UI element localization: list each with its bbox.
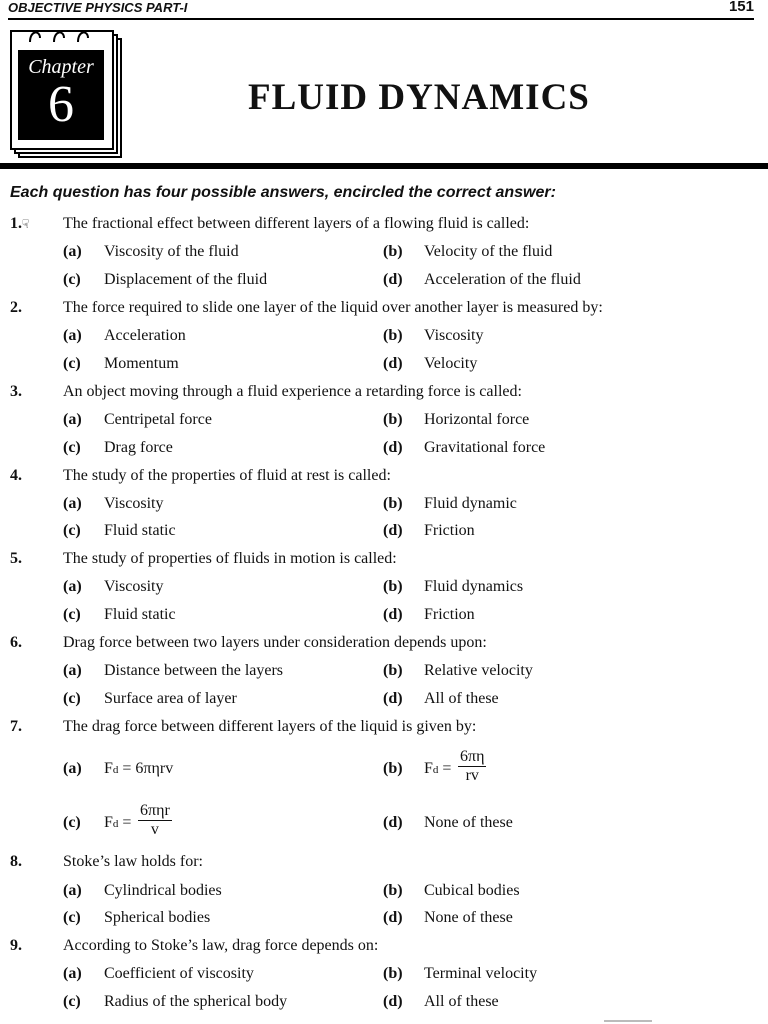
- badge-page: [10, 30, 114, 150]
- option-c[interactable]: Spherical bodies: [104, 909, 211, 926]
- option-d[interactable]: Friction: [424, 606, 475, 623]
- question-number: 5.: [10, 550, 22, 567]
- option-a-formula[interactable]: Fd = 6πηrv: [104, 760, 174, 777]
- question-text: Drag force between two layers under consideration depends upon:: [63, 634, 487, 651]
- option-label-a: (a): [63, 243, 82, 260]
- fraction-numerator: 6πηr: [140, 802, 170, 819]
- option-c[interactable]: Surface area of layer: [104, 690, 237, 707]
- option-label-a: (a): [63, 882, 82, 899]
- question-text: The force required to slide one layer of the liquid over another layer is measured by:: [63, 299, 603, 316]
- option-a[interactable]: Viscosity: [104, 578, 164, 595]
- option-c[interactable]: Momentum: [104, 355, 179, 372]
- option-c[interactable]: Fluid static: [104, 606, 176, 623]
- option-label-a: (a): [63, 578, 82, 595]
- option-b[interactable]: Horizontal force: [424, 411, 530, 428]
- option-label-a: (a): [63, 662, 82, 679]
- option-label-a: (a): [63, 495, 82, 512]
- option-label-c: (c): [63, 814, 81, 831]
- chapter-number: 6: [48, 76, 74, 133]
- option-label-c: (c): [63, 271, 81, 288]
- option-label-a: (a): [63, 965, 82, 982]
- chapter-label: Chapter: [28, 56, 94, 78]
- option-label-c: (c): [63, 439, 81, 456]
- option-c[interactable]: Fluid static: [104, 522, 176, 539]
- option-b[interactable]: Cubical bodies: [424, 882, 520, 899]
- option-a[interactable]: Cylindrical bodies: [104, 882, 222, 899]
- option-label-c: (c): [63, 690, 81, 707]
- option-label-b: (b): [383, 495, 403, 512]
- option-label-a: (a): [63, 760, 82, 777]
- option-c[interactable]: Drag force: [104, 439, 173, 456]
- title-divider: [0, 163, 768, 169]
- spiral-rings-icon: [24, 24, 104, 46]
- question-text: An object moving through a fluid experience a retarding force is called:: [63, 383, 522, 400]
- option-c-fraction[interactable]: [138, 802, 172, 839]
- question-number: 3.: [10, 383, 22, 400]
- option-d[interactable]: Acceleration of the fluid: [424, 271, 581, 288]
- question-number: 1.☟: [10, 215, 30, 232]
- option-a[interactable]: Centripetal force: [104, 411, 212, 428]
- option-c-formula-lhs[interactable]: Fd =: [104, 814, 132, 831]
- option-label-b: (b): [383, 411, 403, 428]
- hand-pointer-icon: ☟: [22, 217, 30, 231]
- fraction-denominator: rv: [465, 767, 479, 784]
- chapter-title: FLUID DYNAMICS: [248, 77, 590, 118]
- option-label-b: (b): [383, 327, 403, 344]
- option-b[interactable]: Terminal velocity: [424, 965, 538, 982]
- option-label-b: (b): [383, 578, 403, 595]
- option-b[interactable]: Fluid dynamic: [424, 495, 517, 512]
- option-a[interactable]: Viscosity: [104, 495, 164, 512]
- option-label-d: (d): [383, 909, 403, 926]
- option-label-b: (b): [383, 243, 403, 260]
- page-number: 151: [728, 0, 754, 15]
- option-b-fraction[interactable]: [458, 748, 486, 785]
- question-text: The study of properties of fluids in motion is called:: [63, 550, 397, 567]
- running-header: [8, 0, 754, 20]
- option-d[interactable]: None of these: [424, 814, 513, 831]
- option-label-d: (d): [383, 690, 403, 707]
- option-label-c: (c): [63, 606, 81, 623]
- option-label-d: (d): [383, 993, 403, 1010]
- chapter-label-block: [18, 50, 104, 140]
- page-footer-mark: [604, 1020, 652, 1022]
- fraction-denominator: v: [150, 821, 159, 838]
- option-c[interactable]: Displacement of the fluid: [104, 271, 268, 288]
- option-label-d: (d): [383, 814, 403, 831]
- question-number: 2.: [10, 299, 22, 316]
- option-label-d: (d): [383, 522, 403, 539]
- option-a[interactable]: Distance between the layers: [104, 662, 284, 679]
- option-b[interactable]: Viscosity: [424, 327, 484, 344]
- option-a[interactable]: Viscosity of the fluid: [104, 243, 239, 260]
- option-label-d: (d): [383, 355, 403, 372]
- option-label-b: (b): [383, 965, 403, 982]
- fraction-numerator: 6πη: [460, 748, 485, 765]
- option-label-a: (a): [63, 411, 82, 428]
- option-label-d: (d): [383, 271, 403, 288]
- instruction-text: Each question has four possible answers, encircled the correct answer:: [10, 184, 556, 201]
- question-number: 7.: [10, 718, 22, 735]
- option-b[interactable]: Relative velocity: [424, 662, 533, 679]
- question-text: Stoke’s law holds for:: [63, 853, 203, 870]
- option-b[interactable]: Velocity of the fluid: [424, 243, 553, 260]
- book-title: OBJECTIVE PHYSICS PART-I: [8, 0, 188, 15]
- option-b[interactable]: Fluid dynamics: [424, 578, 524, 595]
- question-text: According to Stoke’s law, drag force depends on:: [63, 937, 379, 954]
- option-label-b: (b): [383, 882, 403, 899]
- option-d[interactable]: Gravitational force: [424, 439, 546, 456]
- option-c[interactable]: Radius of the spherical body: [104, 993, 288, 1010]
- question-text: The study of the properties of fluid at rest is called:: [63, 467, 391, 484]
- option-label-c: (c): [63, 522, 81, 539]
- option-d[interactable]: Friction: [424, 522, 475, 539]
- option-b-formula-lhs[interactable]: Fd =: [424, 760, 452, 777]
- option-label-c: (c): [63, 993, 81, 1010]
- option-d[interactable]: Velocity: [424, 355, 478, 372]
- chapter-badge: [10, 30, 118, 155]
- option-label-d: (d): [383, 439, 403, 456]
- question-number: 8.: [10, 853, 22, 870]
- question-number: 9.: [10, 937, 22, 954]
- option-label-b: (b): [383, 760, 403, 777]
- option-d[interactable]: All of these: [424, 690, 499, 707]
- option-label-a: (a): [63, 327, 82, 344]
- option-label-c: (c): [63, 909, 81, 926]
- option-label-d: (d): [383, 606, 403, 623]
- option-d[interactable]: All of these: [424, 993, 499, 1010]
- option-d[interactable]: None of these: [424, 909, 513, 926]
- question-text: The drag force between different layers of the liquid is given by:: [63, 718, 477, 735]
- question-text: The fractional effect between different layers of a flowing fluid is called:: [63, 215, 530, 232]
- option-a[interactable]: Acceleration: [104, 327, 186, 344]
- option-label-b: (b): [383, 662, 403, 679]
- question-number: 4.: [10, 467, 22, 484]
- option-a[interactable]: Coefficient of viscosity: [104, 965, 254, 982]
- question-number: 6.: [10, 634, 22, 651]
- option-label-c: (c): [63, 355, 81, 372]
